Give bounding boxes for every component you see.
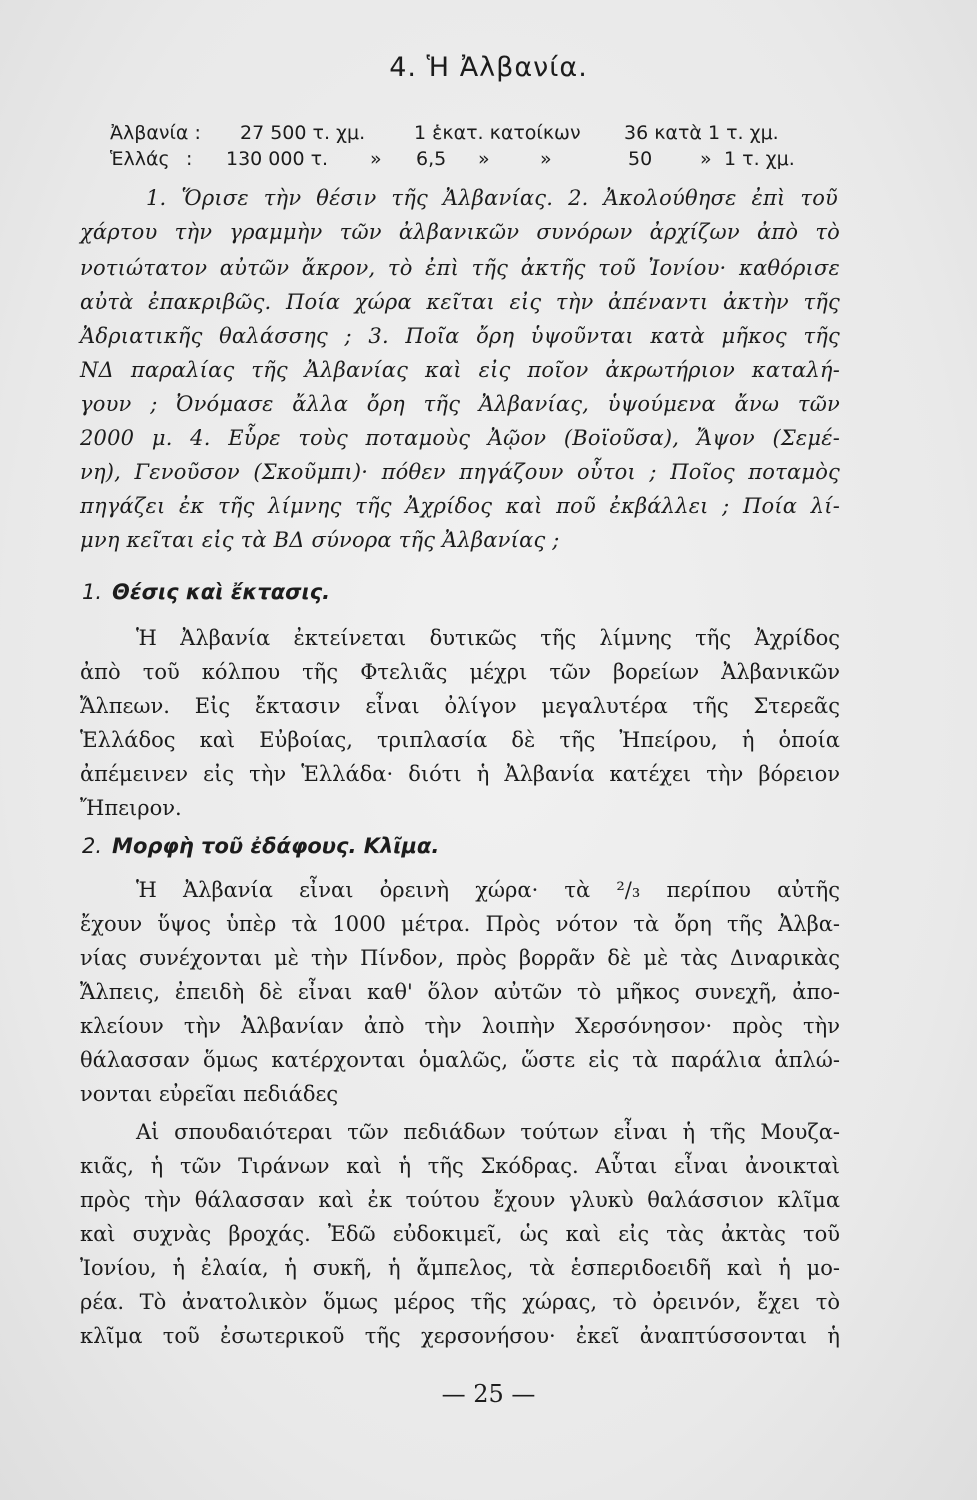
text-line: ἀπέμεινεν εἰς τὴν Ἑλλάδα· διότι ἡ Ἀλβανία κατέχει τὴν βόρειον	[80, 762, 840, 786]
stat-area: 130 000 τ.	[226, 148, 329, 170]
ditto-mark: »	[478, 148, 490, 170]
section-number: 2.	[82, 834, 103, 858]
stat-unit: 1 τ. χμ.	[724, 148, 795, 170]
section-heading	[82, 834, 439, 858]
stat-country: Ἑλλάς	[110, 148, 170, 170]
ditto-mark: »	[700, 148, 712, 170]
text-line: κιᾶς, ἡ τῶν Τιράνων καὶ ἡ τῆς Σκόδρας. Αὗται εἶναι ἀνοικταὶ	[80, 1154, 840, 1178]
stat-population: 1 ἑκατ. κατοίκων	[414, 122, 581, 144]
text-line: Ἄλπεις, ἐπειδὴ δὲ εἶναι καθ' ὅλον αὐτῶν τὸ μῆκος συνεχῆ, ἀπο-	[80, 980, 840, 1004]
exercise-line: 2000 μ. 4. Εὗρε τοὺς ποταμοὺς Ἀῷον (Βοϊοῦσα), Ἄψον (Σεμέ-	[80, 426, 840, 450]
text-line: νίας συνέχονται μὲ τὴν Πίνδον, πρὸς βορρᾶν δὲ μὲ τὰς Διναρικὰς	[80, 946, 840, 970]
stat-population: 6,5	[416, 148, 447, 170]
exercise-line: χάρτου τὴν γραμμὴν τῶν ἀλβανικῶν συνόρων ἀρχίζων ἀπὸ τὸ	[80, 220, 840, 244]
text-line: θάλασσαν ὅμως κατέρχονται ὁμαλῶς, ὥστε εἰς τὰ παράλια ἁπλώ-	[80, 1048, 840, 1072]
stat-density: 36 κατὰ 1 τ. χμ.	[624, 122, 779, 144]
text-line: ἀπὸ τοῦ κόλπου τῆς Φτελιᾶς μέχρι τῶν βορείων Ἀλβανικῶν	[80, 660, 840, 684]
text-line: ἔχουν ὕψος ὑπὲρ τὰ 1000 μέτρα. Πρὸς νότον τὰ ὄρη τῆς Ἀλβα-	[80, 912, 840, 936]
exercise-line: νη), Γενοῦσον (Σκοῦμπι)· πόθεν πηγάζουν οὗτοι ; Ποῖος ποταμὸς	[80, 460, 840, 484]
text-line: Ἄλπεων. Εἰς ἔκτασιν εἶναι ὀλίγον μεγαλυτέρα τῆς Στερεᾶς	[80, 694, 840, 718]
text-line: κλῖμα τοῦ ἐσωτερικοῦ τῆς χερσονήσου· ἐκεῖ ἀναπτύσσονται ἡ	[80, 1324, 840, 1348]
stat-separator: :	[186, 148, 193, 170]
ditto-mark: »	[370, 148, 382, 170]
exercise-line: ΝΔ παραλίας τῆς Ἀλβανίας καὶ εἰς ποῖον ἀκρωτήριον καταλή-	[80, 358, 840, 382]
text-line: Ἑλλάδος καὶ Εὐβοίας, τριπλασία δὲ τῆς Ἠπείρου, ἡ ὁποία	[80, 728, 840, 752]
exercise-line: 1. Ὅρισε τὴν θέσιν τῆς Ἀλβανίας. 2. Ἀκολούθησε ἐπὶ τοῦ	[146, 186, 838, 210]
section-number: 1.	[82, 580, 103, 604]
stat-density: 50	[628, 148, 653, 170]
exercise-line: νοτιώτατον αὐτῶν ἄκρον, τὸ ἐπὶ τῆς ἀκτῆς τοῦ Ἰονίου· καθόρισε	[80, 256, 840, 280]
text-line: Ἤπειρον.	[80, 796, 182, 820]
exercise-line: Ἀδριατικῆς θαλάσσης ; 3. Ποῖα ὄρη ὑψοῦνται κατὰ μῆκος τῆς	[80, 324, 840, 348]
exercise-line: αὐτὰ ἐπακριβῶς. Ποία χώρα κεῖται εἰς τὴν ἀπέναντι ἀκτὴν τῆς	[80, 290, 840, 314]
text-line: καὶ συχνὰς βροχάς. Ἐδῶ εὐδοκιμεῖ, ὡς καὶ εἰς τὰς ἀκτὰς τοῦ	[80, 1222, 840, 1246]
text-line: πρὸς τὴν θάλασσαν καὶ ἐκ τούτου ἔχουν γλυκὺ θαλάσσιον κλῖμα	[80, 1188, 840, 1212]
text-line: ρέα. Τὸ ἀνατολικὸν ὅμως μέρος τῆς χώρας, τὸ ὀρεινόν, ἔχει τὸ	[80, 1290, 840, 1314]
section-title: Θέσις καὶ ἔκτασις.	[112, 580, 331, 604]
text-line: Ἡ Ἀλβανία ἐκτείνεται δυτικῶς τῆς λίμνης τῆς Ἀχρίδος	[136, 626, 840, 650]
text-line: κλείουν τὴν Ἀλβανίαν ἀπὸ τὴν λοιπὴν Χερσόνησον· πρὸς τὴν	[80, 1014, 840, 1038]
section-heading	[82, 580, 330, 604]
text-line: Ἡ Ἀλβανία εἶναι ὀρεινὴ χώρα· τὰ ²/₃ περίπου αὐτῆς	[136, 878, 840, 902]
text-line: Ἰονίου, ἡ ἐλαία, ἡ συκῆ, ἡ ἄμπελος, τὰ ἑσπεριδοειδῆ καὶ ἡ μο-	[80, 1256, 840, 1280]
section-title: Μορφὴ τοῦ ἐδάφους. Κλῖμα.	[112, 834, 440, 858]
exercise-line: πηγάζει ἐκ τῆς λίμνης τῆς Ἀχρίδος καὶ ποῦ ἐκβάλλει ; Ποία λί-	[80, 494, 840, 518]
exercise-line: μνη κεῖται εἰς τὰ ΒΔ σύνορα τῆς Ἀλβανίας ;	[80, 528, 560, 552]
chapter-title: 4. Ἡ Ἀλβανία.	[389, 52, 588, 83]
stat-country: Ἀλβανία :	[110, 122, 201, 144]
stat-area: 27 500 τ. χμ.	[240, 122, 366, 144]
text-line: νονται εὐρεῖαι πεδιάδες	[80, 1082, 339, 1106]
ditto-mark: »	[540, 148, 552, 170]
exercise-line: γουν ; Ὀνόμασε ἄλλα ὄρη τῆς Ἀλβανίας, ὑψούμενα ἄνω τῶν	[80, 392, 840, 416]
text-line: Αἱ σπουδαιότεραι τῶν πεδιάδων τούτων εἶναι ἡ τῆς Μουζα-	[136, 1120, 840, 1144]
page-number: — 25 —	[441, 1380, 536, 1408]
